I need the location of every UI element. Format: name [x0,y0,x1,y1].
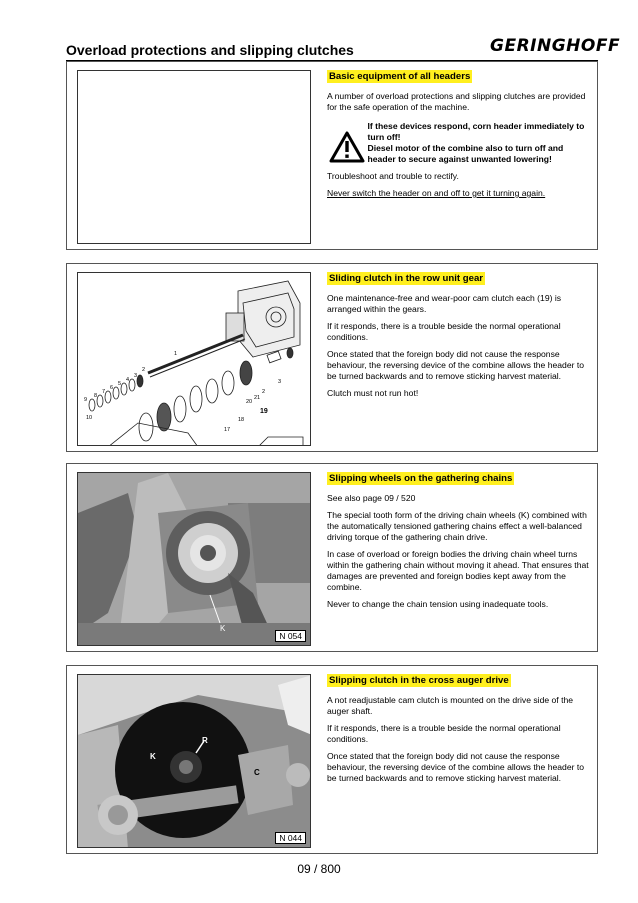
paragraph: If it responds, there is a trouble beside the normal operational conditions. [327,321,561,342]
section-text [327,674,589,790]
callout: 3 [278,379,282,385]
page-title: Overload protections and slipping clutches [66,42,354,58]
callout: 7 [102,389,106,395]
paragraph: Troubleshoot and trouble to rectify. [327,171,459,181]
paragraph: In case of overload or foreign bodies the driving chain wheel turns within the gathering chain without moving it ahead. That ensures that damages are prevented and foreign bodies kept away from the combine. [327,549,589,592]
paragraph: The special tooth form of the driving chain wheels (K) combined with the automatically tensioned gathering chains effect a well-balanced driving torque of the gathering chain drive. [327,510,587,542]
section-heading: Basic equipment of all headers [329,71,471,82]
callout: 2 [142,367,146,373]
paragraph: Once stated that the foreign body did not cause the response behaviour, the reversing device of the combine allows the header to be turned backwards and to remove sticking harvest material. [327,349,585,381]
warning-block [327,121,589,165]
section-cross-auger [66,665,598,854]
geringhoff-logo: GERINGHOFF [490,36,621,56]
paragraph: If it responds, there is a trouble beside the normal operational conditions. [327,723,561,744]
section-basic-equipment [66,61,598,250]
callout: 3 [134,373,138,379]
section-heading: Sliding clutch in the row unit gear [329,273,484,284]
section-gathering-chains [66,463,598,652]
paragraph: Never to change the chain tension using inadequate tools. [327,599,549,609]
exploded-gear-drawing [77,272,311,446]
image-label: N 054 [275,630,306,642]
callout-r: R [202,736,208,745]
callout: 1 [174,351,178,357]
callout: 19 [260,408,268,415]
chain-wheel-photo [77,472,311,646]
callout: 4 [126,377,130,383]
callout: 2 [262,389,266,395]
callout-k: K [150,752,156,761]
underlined-note: Never switch the header on and off to get it turning again. [327,188,546,198]
warning-triangle-icon [327,121,368,165]
callout: 10 [86,415,93,421]
paragraph: Clutch must not run hot! [327,388,419,398]
section-text [327,70,589,205]
callout: 18 [238,417,245,423]
paragraph: One maintenance-free and wear-poor cam clutch each (19) is arranged within the gears. [327,293,562,314]
page-number: 09 / 800 [297,862,341,876]
warning-line: Diesel motor of the combine also to turn off and header to secure against unwanted lowering! [367,143,564,164]
section-heading: Slipping clutch in the cross auger drive [329,675,509,686]
callout-k: K [220,624,226,633]
section-text [327,472,589,616]
callout-c: C [254,768,260,777]
section-heading: Slipping wheels on the gathering chains [329,473,513,484]
blank-image-frame [77,70,311,244]
callout: 8 [94,393,98,399]
warning-line: If these devices respond, corn header immediately to turn off! [367,121,585,142]
paragraph: A not readjustable cam clutch is mounted on the drive side of the auger shaft. [327,695,574,716]
callout: 9 [84,397,88,403]
callout: 20 [246,399,253,405]
paragraph: Once stated that the foreign body did not cause the response behaviour, the reversing device of the combine allows the header to be turned backwards and to remove sticking harvest material. [327,751,585,783]
callout: 21 [254,395,261,401]
auger-drive-photo [77,674,311,848]
callout: 5 [118,381,122,387]
paragraph: A number of overload protections and slipping clutches are provided for the safe operation of the machine. [327,91,586,112]
image-label: N 044 [275,832,306,844]
section-text [327,272,589,405]
callout: 6 [110,385,114,391]
callout: 17 [224,427,231,433]
warning-text [368,121,589,165]
section-row-unit-gear [66,263,598,452]
paragraph: See also page 09 / 520 [327,493,416,503]
